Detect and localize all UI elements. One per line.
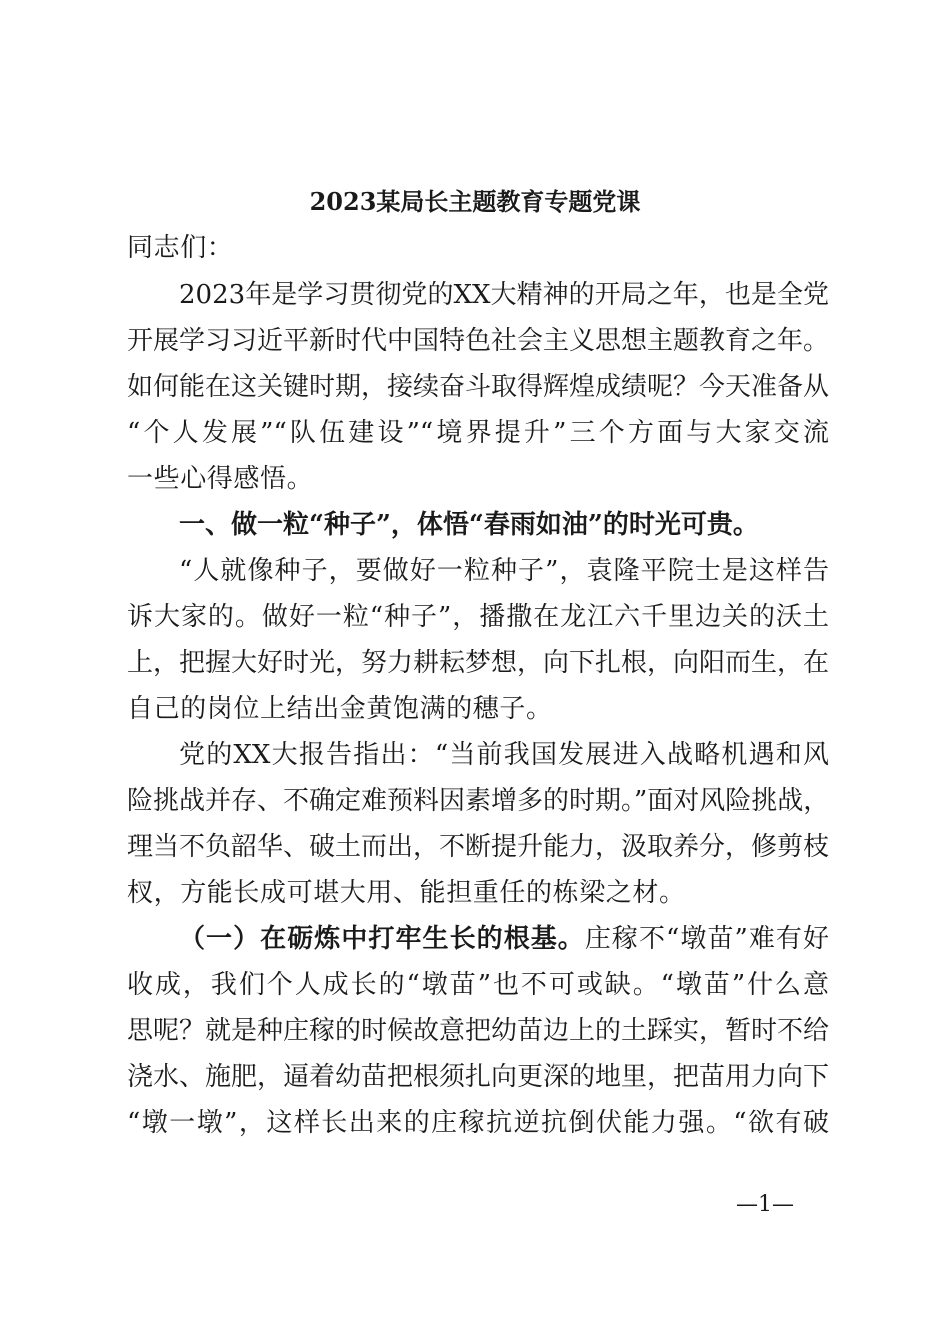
para2-line-4: 杈，方能长成可堪大用、能担重任的栋梁之材。 [127, 878, 686, 908]
para3-line-4: 浇水、施肥，逼着幼苗把根须扎向更深的地里，把苗用力向下 [127, 1062, 830, 1092]
para3-line-1 [179, 916, 829, 962]
para3-line-3: 思呢？就是种庄稼的时候故意把幼苗边上的土踩实，暂时不给 [127, 1016, 830, 1046]
salutation: 同志们： [127, 233, 234, 263]
para2-line-2: 险挑战并存、不确定难预料因素增多的时期。”面对风险挑战， [127, 786, 830, 816]
intro-line-1: 2023年是学习贯彻党的XX大精神的开局之年，也是全党 [179, 280, 829, 310]
para3-line-1-text: 庄稼不“墩苗”难有好 [584, 924, 829, 954]
intro-line-4: “个人发展”“队伍建设”“境界提升”三个方面与大家交流 [127, 418, 829, 448]
intro-line-5: 一些心得感悟。 [127, 464, 314, 494]
para1-line-4: 自己的岗位上结出金黄饱满的穗子。 [127, 694, 553, 724]
section-1-heading: 一、做一粒“种子”，体悟“春雨如油”的时光可贵。 [179, 510, 759, 540]
para2-line-3: 理当不负韶华、破土而出，不断提升能力，汲取养分，修剪枝 [127, 832, 830, 862]
page-number: —1— [736, 1192, 794, 1217]
para3-line-5: “墩一墩”，这样长出来的庄稼抗逆抗倒伏能力强。“欲有破 [127, 1108, 829, 1138]
document-title: 2023某局长主题教育专题党课 [309, 187, 641, 216]
para3-line-2: 收成，我们个人成长的“墩苗”也不可或缺。“墩苗”什么意 [127, 970, 829, 1000]
para1-line-2: 诉大家的。做好一粒“种子”，播撒在龙江六千里边关的沃土 [127, 602, 829, 632]
para1-line-1: “人就像种子，要做好一粒种子”，袁隆平院士是这样告 [179, 556, 829, 586]
para2-line-1: 党的XX大报告指出：“当前我国发展进入战略机遇和风 [179, 740, 829, 770]
intro-line-2: 开展学习习近平新时代中国特色社会主义思想主题教育之年。 [127, 326, 830, 356]
subsection-1-label: （一）在砺炼中打牢生长的根基。 [179, 924, 585, 954]
para1-line-3: 上，把握大好时光，努力耕耘梦想，向下扎根，向阳而生，在 [127, 648, 830, 678]
intro-line-3: 如何能在这关键时期，接续奋斗取得辉煌成绩呢？今天准备从 [127, 372, 830, 402]
